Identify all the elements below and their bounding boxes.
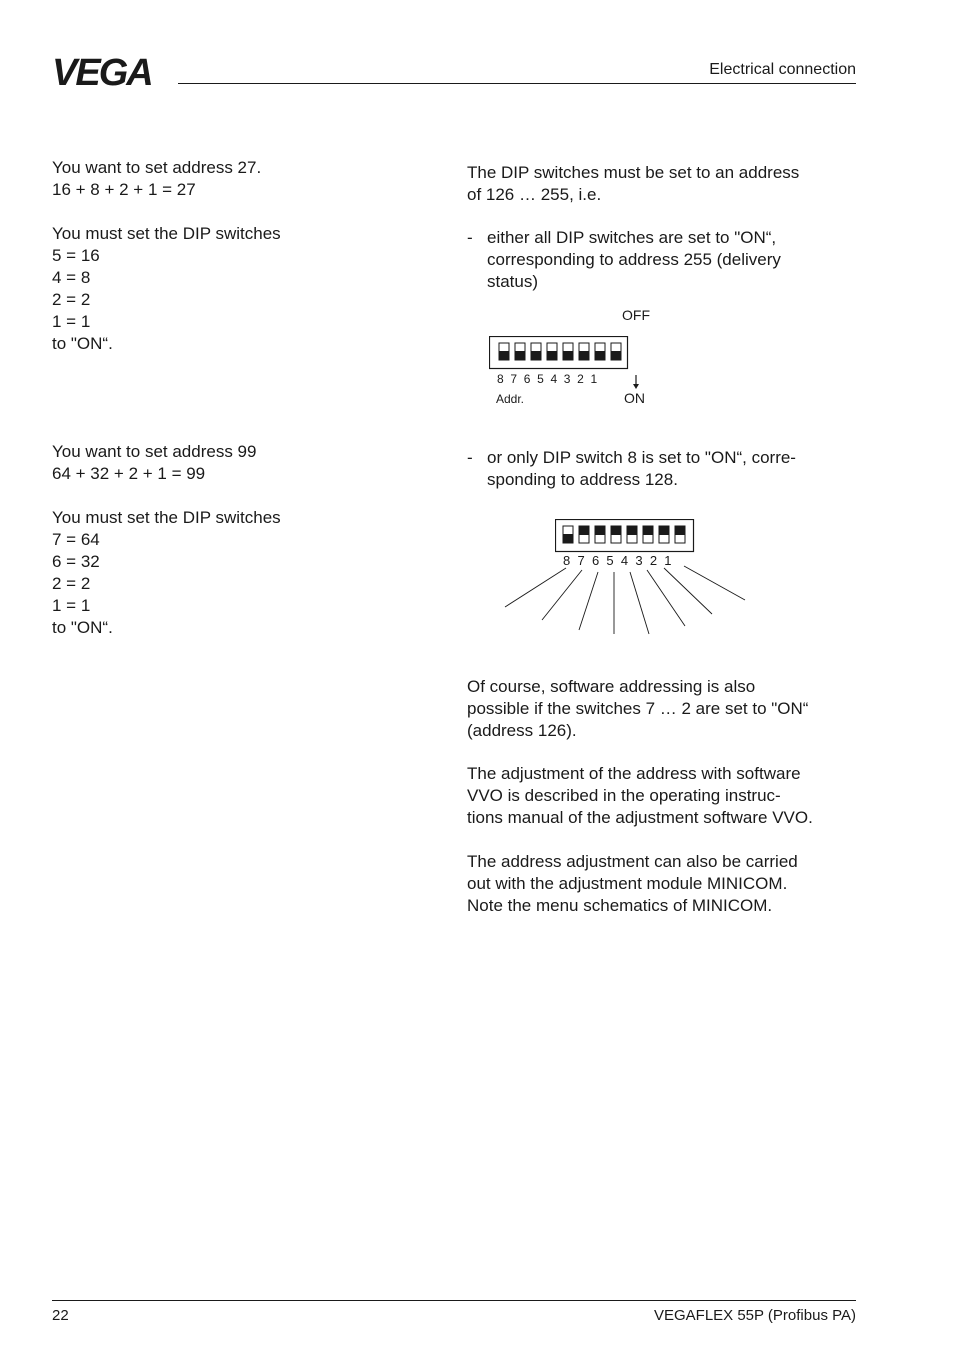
- text-line: VVO is described in the operating instruc-: [467, 786, 781, 805]
- switch-1: [611, 343, 621, 360]
- text-line: to "ON“.: [52, 334, 113, 353]
- text-line: The adjustment of the address with software: [467, 764, 801, 783]
- switch-number: 2: [649, 553, 658, 568]
- minicom-paragraph: [467, 851, 798, 917]
- switch-8: [499, 343, 509, 360]
- switch-2: [659, 526, 669, 543]
- text-line: Of course, software addressing is also: [467, 677, 756, 696]
- section-title: Electrical connection: [709, 61, 856, 78]
- callout-line: [684, 566, 745, 600]
- text-line: sponding to address 128.: [487, 470, 678, 489]
- dip-housing: [490, 337, 628, 369]
- intro-paragraph: [467, 162, 799, 206]
- text-line: You want to set address 27.: [52, 158, 262, 177]
- switch-3: [643, 526, 653, 543]
- logo-text: VEGA: [52, 54, 152, 88]
- callout-line: [542, 570, 582, 620]
- text-line: of 126 … 255, i.e.: [467, 185, 602, 204]
- switch-6: [531, 343, 541, 360]
- bullet-dash: -: [467, 448, 473, 467]
- text-line: corresponding to address 255 (delivery: [487, 250, 781, 269]
- text-line: either all DIP switches are set to "ON“,: [487, 228, 777, 247]
- switch-number: 6: [591, 553, 600, 568]
- switch-4: [627, 526, 637, 543]
- text-line: You must set the DIP switches: [52, 224, 281, 243]
- dip-switch-all-on: [489, 336, 629, 370]
- switch-2: [595, 343, 605, 360]
- switch-5: [611, 526, 621, 543]
- text-line: to "ON“.: [52, 618, 113, 637]
- callout-line: [664, 568, 712, 614]
- text-line: You must set the DIP switches: [52, 508, 281, 527]
- text-line: (address 126).: [467, 721, 577, 740]
- switch-number: 8: [563, 553, 571, 568]
- text-line: 1 = 1: [52, 596, 91, 615]
- text-line: out with the adjustment module MINICOM.: [467, 874, 788, 893]
- dip-switch-8-on: [555, 519, 695, 553]
- switch-number: 4: [620, 553, 629, 568]
- switch-number: 5: [537, 372, 544, 386]
- callout-line: [579, 572, 598, 630]
- dip-housing: [556, 520, 694, 552]
- software-addressing-paragraph: [467, 676, 808, 742]
- switch-number: 4: [550, 372, 558, 386]
- switch-7: [579, 526, 589, 543]
- switch-number: 3: [563, 372, 571, 386]
- switch-callout-lines: [500, 564, 750, 636]
- switch-number: 7: [577, 553, 585, 568]
- bullet-switch-8-on: [467, 447, 857, 491]
- text-line: The address adjustment can also be carried: [467, 852, 798, 871]
- switch-5: [547, 343, 557, 360]
- switch-number: 7: [510, 372, 518, 386]
- down-arrow-icon: [630, 374, 642, 390]
- text-line: 7 = 64: [52, 530, 100, 549]
- text-line: 2 = 2: [52, 574, 91, 593]
- text-line: 4 = 8: [52, 268, 91, 287]
- text-line: 64 + 32 + 2 + 1 = 99: [52, 464, 206, 483]
- vega-logo: [52, 54, 170, 88]
- switch-1: [675, 526, 685, 543]
- switch-number: 5: [606, 553, 614, 568]
- text-line: 2 = 2: [52, 290, 91, 309]
- footer-rule: [52, 1300, 856, 1301]
- text-line: possible if the switches 7 … 2 are set to "ON“: [467, 699, 809, 718]
- off-label: OFF: [622, 307, 650, 323]
- text-line: tions manual of the adjustment software VVO.: [467, 808, 813, 827]
- switch-number: 6: [523, 372, 531, 386]
- switch-number: 8: [497, 372, 504, 386]
- text-line: 6 = 32: [52, 552, 100, 571]
- text-line: or only DIP switch 8 is set to "ON“, corre-: [487, 448, 796, 467]
- text-line: Note the menu schematics of MINICOM.: [467, 896, 773, 915]
- product-name: VEGAFLEX 55P (Profibus PA): [653, 1307, 856, 1324]
- addr-label: Addr.: [496, 392, 525, 406]
- switch-number: 1: [664, 553, 672, 568]
- vvo-paragraph: [467, 763, 813, 829]
- switch-8: [563, 526, 573, 543]
- switch-4: [563, 343, 573, 360]
- text-line: 5 = 16: [52, 246, 100, 265]
- bullet-dash: -: [467, 228, 473, 247]
- text-line: 1 = 1: [52, 312, 91, 331]
- switch-number: 3: [635, 553, 643, 568]
- example-99-block: [52, 441, 281, 639]
- switch-number: 1: [590, 372, 598, 386]
- switch-number: 2: [577, 372, 584, 386]
- on-label: ON: [624, 390, 645, 406]
- callout-line: [647, 570, 685, 626]
- switch-numbers-row: [497, 372, 597, 386]
- text-line: The DIP switches must be set to an address: [467, 163, 800, 182]
- example-27-block: [52, 157, 281, 355]
- header-rule: [178, 83, 856, 84]
- text-line: 16 + 8 + 2 + 1 = 27: [52, 180, 196, 199]
- switch-7: [515, 343, 525, 360]
- text-line: status): [487, 272, 539, 291]
- bullet-all-on: [467, 227, 857, 293]
- switch-6: [595, 526, 605, 543]
- switch-3: [579, 343, 589, 360]
- page-number: 22: [52, 1307, 69, 1324]
- text-line: You want to set address 99: [52, 442, 257, 461]
- callout-line: [630, 572, 649, 634]
